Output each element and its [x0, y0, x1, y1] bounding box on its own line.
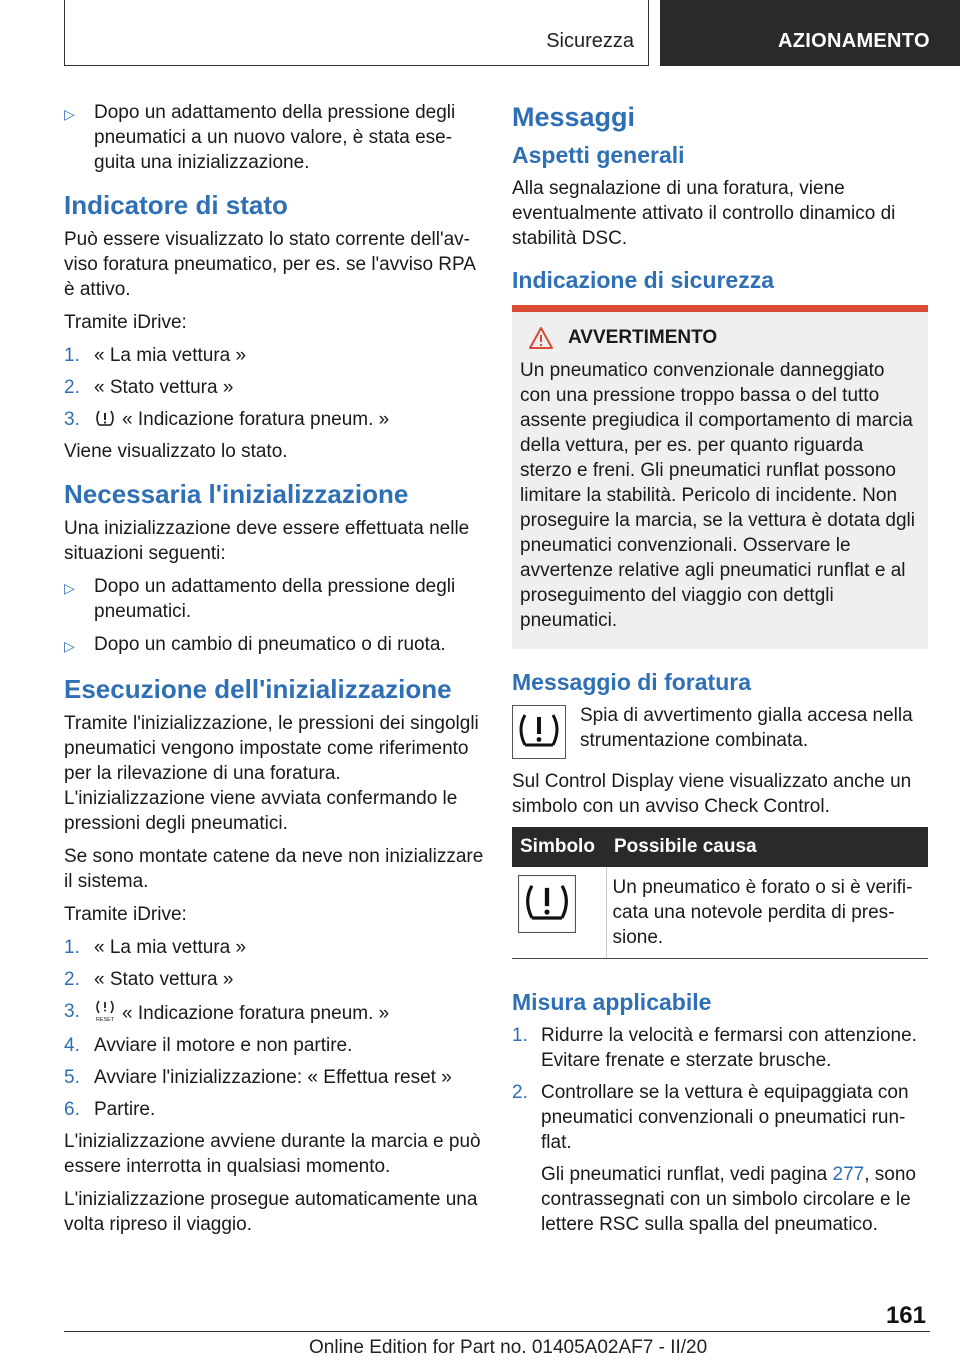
tire-pressure-icon	[94, 407, 116, 429]
measure-step-2: 2. Controllare se la vettura è equipaggiata con pneumatici convenzionali o pneumatici runflat.	[512, 1082, 909, 1153]
svg-text:RESET: RESET	[95, 1017, 115, 1023]
tire-reset-icon	[94, 999, 116, 1023]
measure-note: Gli pneumatici runflat, vedi pagina 277, sono contrassegnati con un simbolo circolare e le lettere RSC sulla spalla del pneumatico.	[541, 1164, 916, 1235]
messages-heading: Messaggi	[512, 102, 636, 132]
footer-divider	[64, 1331, 930, 1332]
triangle-bullet-icon: ▷	[64, 638, 75, 654]
puncture-text: Sul Control Display viene visualizzato anche un simbolo con un avviso Check Control.	[512, 771, 912, 817]
page-link[interactable]: 277	[832, 1164, 865, 1185]
exec-step-3: 3. RESET « Indicazione foratura pneum. »	[64, 1001, 390, 1024]
exec-step-1: 1. « La mia vettura »	[64, 937, 247, 958]
warning-triangle-icon	[528, 326, 554, 350]
exec-step-5: 5. Avviare l'inizializzazione: « Effettua reset »	[64, 1067, 452, 1088]
triangle-bullet-icon: ▷	[64, 106, 75, 122]
status-step-3: 3. « Indicazione foratura pneum. »	[64, 409, 390, 430]
exec-via: Tramite iDrive:	[64, 904, 187, 925]
page-number: 161	[885, 1302, 926, 1329]
tire-warning-light-icon	[512, 705, 566, 759]
status-text: Può essere visualizzato lo stato corrente dell'avviso foratura pneumatico, per es. se l'avviso RPA è attivo.	[64, 229, 475, 300]
header-section-tab	[64, 0, 649, 66]
measure-step-1: 1. Ridurre la velocità e fermarsi con attenzione. Evitare frenate e sterzate brusche.	[512, 1025, 917, 1071]
exec-step-6: 6. Partire.	[64, 1099, 156, 1120]
header-chapter-label: AZIONAMENTO	[778, 30, 930, 52]
tire-warning-symbol-icon	[518, 875, 576, 933]
exec-text-1: Tramite l'inizializzazione, le pressioni dei singolgli pneumatici vengono impostate come riferimento per la rilevazione di una foratura. L'inizializzazione viene avviata confermando le pressioni degli pneumatici.	[64, 713, 479, 834]
general-text: Alla segnalazione di una foratura, viene eventualmente attivato il controllo dinamico di stabilità DSC.	[512, 178, 896, 249]
status-step-2: 2. « Stato vettura »	[64, 377, 234, 398]
needed-text: Una inizializzazione deve essere effettuata nelle situazioni seguenti:	[64, 518, 470, 564]
warning-text: Un pneumatico convenzionale danneggiato con una pressione troppo bassa o del tutto assente pregiudica il comportamento di marcia della vettura, per es. per quanto riguarda sterzo e freni. Gli pneumatici runflat possono limitare la stabilità. Pericolo di incidente. Non proseguire la marcia, se la vettura è dotata dgli pneumatici convenzionali. Osservare le avvertenze relative agli pneumatici runflat e al proseguimento del viaggio con dettgli pneumatici.	[520, 360, 915, 631]
measure-heading: Misura applicabile	[512, 989, 712, 1015]
exec-text-2: Se sono montate catene da neve non inizializzare il sistema.	[64, 846, 484, 892]
triangle-bullet-icon: ▷	[64, 580, 75, 596]
warning-title: AVVERTIMENTO	[528, 326, 920, 350]
status-step-1: 1. « La mia vettura »	[64, 345, 247, 366]
right-column	[512, 100, 928, 1245]
exec-step-4: 4. Avviare il motore e non partire.	[64, 1035, 353, 1056]
exec-heading: Esecuzione dell'inizializzazione	[64, 674, 452, 704]
exec-text-4: L'inizializzazione prosegue automaticamente una volta ripreso il viaggio.	[64, 1189, 478, 1235]
table-header-cause: Possibile causa	[606, 827, 928, 867]
table-cell-cause: Un pneumatico è forato o si è verificata una notevole perdita di pressione.	[606, 867, 928, 959]
exec-step-2: 2. « Stato vettura »	[64, 969, 234, 990]
intro-bullet: ▷ Dopo un adattamento della pressione degli pneumatici a un nuovo valore, è stata eseguita una inizializzazione.	[64, 102, 456, 173]
status-heading: Indicatore di stato	[64, 190, 288, 220]
general-heading: Aspetti generali	[512, 142, 685, 168]
left-column	[64, 100, 484, 1245]
footer-edition: Online Edition for Part no. 01405A02AF7 - II/20	[309, 1337, 708, 1358]
symbol-table	[512, 827, 928, 959]
header-section-label: Sicurezza	[546, 30, 634, 52]
table-header-symbol: Simbolo	[512, 827, 606, 867]
status-result: Viene visualizzato lo stato.	[64, 441, 288, 462]
needed-bullet-2: ▷ Dopo un cambio di pneumatico o di ruota.	[64, 632, 484, 659]
warning-box	[512, 305, 928, 649]
puncture-heading: Messaggio di foratura	[512, 669, 751, 695]
status-via: Tramite iDrive:	[64, 312, 187, 333]
puncture-indicator: Spia di avvertimento gialla accesa nella strumentazione combinata.	[512, 703, 928, 759]
exec-text-3: L'inizializzazione avviene durante la marcia e può essere interrotta in qualsiasi momento.	[64, 1131, 481, 1177]
safety-heading: Indicazione di sicurezza	[512, 267, 775, 293]
needed-bullet-1: ▷ Dopo un adattamento della pressione degli pneumatici.	[64, 576, 456, 622]
needed-heading: Necessaria l'inizializzazione	[64, 479, 409, 509]
table-row	[512, 867, 928, 959]
